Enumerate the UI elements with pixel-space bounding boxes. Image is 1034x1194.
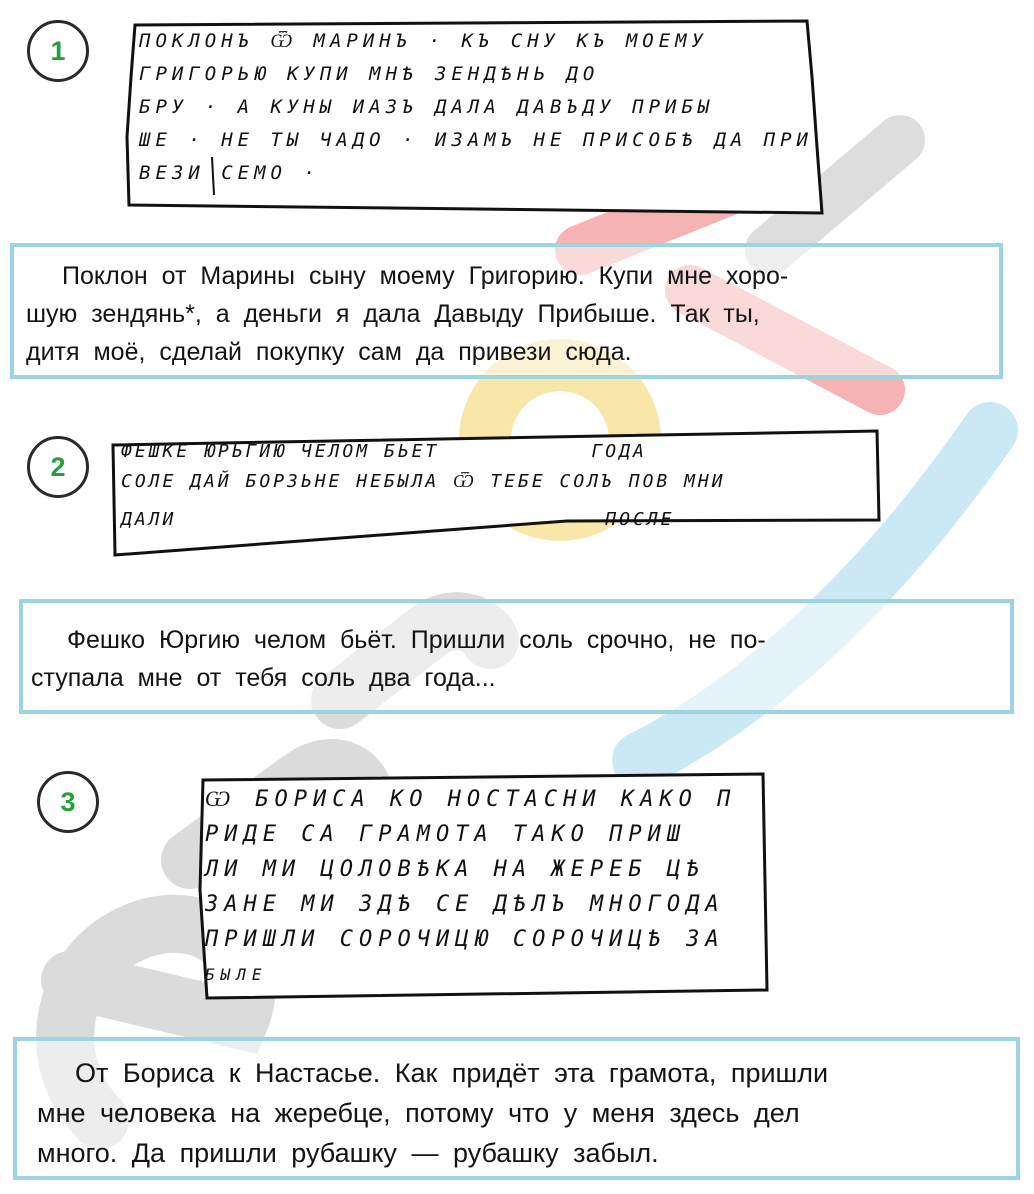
translation-line: Фешко Юргию челом бьёт. Пришли соль срочно, не по- [67,626,766,654]
birchbark-line: ФЕШКЕ ЮРЬГИЮ ЧЕЛОМ БЬЕТ ГОДА [121,441,647,462]
translation-box [13,1037,1020,1180]
translation-line: мне человека на жеребце, потому что у меня здесь дел [37,1098,800,1128]
birchbark-line: СОЛЕ ДАЙ БОРЗЬНЕ НЕБЫЛА Ѿ ТЕБЕ СОЛЪ ПОВ МНИ [121,471,726,492]
birchbark-line: ЗАНЕ МИ ЗДѢ СЕ ДѢЛЪ МНОГОДА [205,892,725,917]
translation-line: много. Да пришли рубашку — рубашку забыл. [37,1138,659,1168]
birchbark-line: Ѡ БОРИСА КО НОСТАСНИ КАКО П [205,787,737,812]
birchbark-line: ДАЛИ ПОСЛЕ [121,509,675,530]
translation-line: шую зендянь*, а деньги я дала Давыду Прибыше. Так ты, [26,300,760,328]
birchbark-line: БРУ · А КУНЫ ИАЗЪ ДАЛА ДАВЪДУ ПРИБЫ [139,96,715,118]
birchbark-document-image [117,17,827,217]
translation-line: ступала мне от тебя соль два года... [31,664,496,692]
item-number: 2 [50,451,66,482]
translation-line: дитя моё, сделай покупку сам да привези сюда. [26,338,632,366]
translation-line: Поклон от Марины сыну моему Григорию. Купи мне хоро- [62,262,789,290]
birchbark-line: ЛИ МИ ЦОЛОВѢКА НА ЖЕРЕБ ЦѢ [205,857,706,882]
birchbark-line: ШЕ · НЕ ТЫ ЧАДО · ИЗАМЪ НЕ ПРИСОБѢ ДА ПРИ [139,129,813,151]
birchbark-line: ПОКЛОНЪ Ѿ МАРИНЪ · КЪ СНУ КЪ МОЕМУ [139,30,709,52]
birchbark-line: БЫЛЕ [205,965,268,984]
translation-box [19,599,1014,714]
item-number-badge [27,20,89,82]
item-number: 1 [50,35,66,66]
birchbark-line: ПРИШЛИ СОРОЧИЦЮ СОРОЧИЦѢ ЗА [205,927,725,952]
item-number-badge [37,771,99,833]
birchbark-line: ГРИГОРЬЮ КУПИ МНѢ ЗЕНДѢНЬ ДО [139,63,600,85]
birchbark-document-image [107,425,887,560]
birchbark-line: ВЕЗИ СЕМО · [139,162,320,184]
birchbark-line: РИДЕ СА ГРАМОТА ТАКО ПРИШ [205,822,687,847]
translation-box [10,243,1003,379]
translation-line: От Бориса к Настасье. Как придёт эта грамота, пришли [75,1058,829,1088]
item-number: 3 [60,786,76,817]
birchbark-document-image [195,770,770,1002]
item-number-badge [27,436,89,498]
